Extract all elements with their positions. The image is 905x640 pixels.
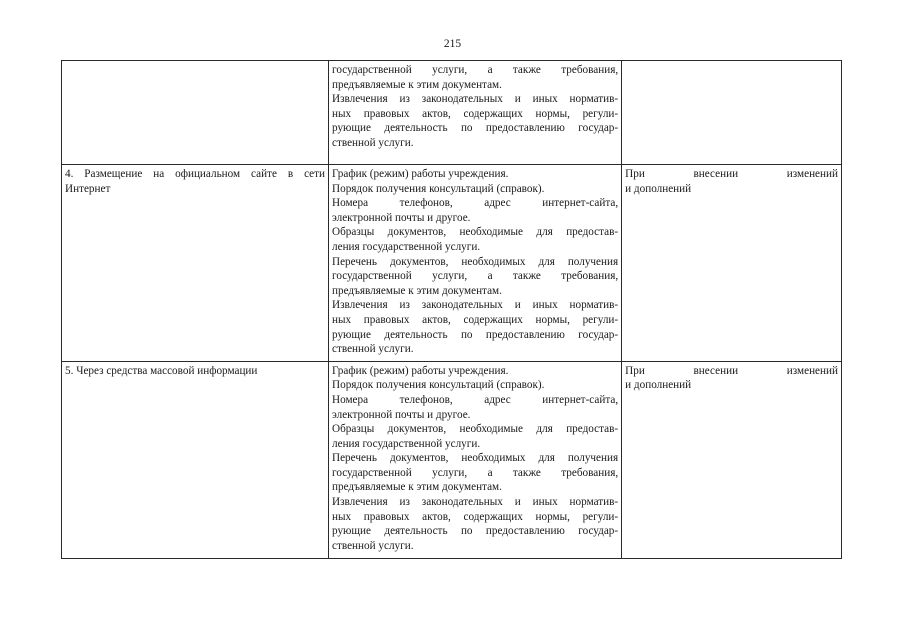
cell-text-line: Порядок получения консультаций (справок). xyxy=(332,182,545,195)
cell-text-line: Образцы документов, необходимые для предостав- xyxy=(332,226,619,239)
cell-content xyxy=(329,165,622,362)
cell-text-line: рующие деятельность по предоставлению государ- xyxy=(332,328,619,341)
cell-text-line: электронной почты и другое. xyxy=(332,211,471,224)
cell-text-line: ных правовых актов, содержащих нормы, регули- xyxy=(332,510,619,523)
table-body xyxy=(62,61,842,559)
table-row-media xyxy=(62,361,842,558)
cell-text-line: Извлечения из законодательных и иных норматив- xyxy=(332,93,619,106)
cell-text-line: Перечень документов, необходимых для получения xyxy=(332,255,619,268)
cell-frequency xyxy=(622,361,842,558)
cell-text-line: государственной услуги, а также требования, xyxy=(332,270,619,283)
cell-text-line: Образцы документов, необходимые для предостав- xyxy=(332,423,619,436)
cell-text-line: и дополнений xyxy=(625,379,692,392)
cell-text-line: ления государственной услуги. xyxy=(332,437,481,450)
cell-text-line: рующие деятельность по предоставлению государ- xyxy=(332,525,619,538)
cell-text-line: Извлечения из законодательных и иных норматив- xyxy=(332,299,619,312)
table-row-website xyxy=(62,165,842,362)
cell-text-line: предъявляемые к этим документам. xyxy=(332,481,502,494)
cell-text-line: График (режим) работы учреждения. xyxy=(332,168,509,180)
cell-text-line: График (режим) работы учреждения. xyxy=(332,364,509,377)
cell-text-line: Извлечения из законодательных и иных норматив- xyxy=(332,496,619,509)
cell-text-line: Номера телефонов, адрес интернет-сайта, xyxy=(332,393,619,406)
cell-text-line: ственной услуги. xyxy=(332,343,414,356)
page-number: 215 xyxy=(443,38,462,50)
cell-text-line: При внесении изменений xyxy=(625,364,838,377)
services-table xyxy=(61,60,842,559)
cell-text-line: ления государственной услуги. xyxy=(332,240,481,253)
cell-method xyxy=(62,361,329,558)
cell-text-line: электронной почты и другое. xyxy=(332,408,471,421)
cell-text-line: ных правовых актов, содержащих нормы, регули- xyxy=(332,107,619,120)
cell-text-line: Перечень документов, необходимых для получения xyxy=(332,452,619,465)
cell-method xyxy=(62,165,329,362)
cell-content xyxy=(329,361,622,558)
cell-text-line: Интернет xyxy=(65,182,111,195)
cell-method xyxy=(62,61,329,165)
cell-content xyxy=(329,61,622,165)
cell-text-line: 5. Через средства массовой информации xyxy=(65,364,258,377)
cell-text-line: и дополнений xyxy=(625,182,692,195)
cell-text-line: предъявляемые к этим документам. xyxy=(332,284,502,297)
cell-frequency xyxy=(622,165,842,362)
cell-text-line: ных правовых актов, содержащих нормы, регули- xyxy=(332,313,619,326)
cell-text-line: Номера телефонов, адрес интернет-сайта, xyxy=(332,197,619,210)
cell-text-line: рующие деятельность по предоставлению государ- xyxy=(332,122,619,135)
cell-text-line: Порядок получения консультаций (справок). xyxy=(332,379,545,392)
cell-text-line: При внесении изменений xyxy=(625,168,838,180)
cell-frequency xyxy=(622,61,842,165)
cell-text-line: ственной услуги. xyxy=(332,539,414,552)
cell-text-line: государственной услуги, а также требования, xyxy=(332,64,619,76)
cell-text-line: предъявляемые к этим документам. xyxy=(332,78,502,91)
cell-text-line: 4. Размещение на официальном сайте в сети xyxy=(65,168,326,180)
cell-text-line: государственной услуги, а также требования, xyxy=(332,466,619,479)
table-row-continuation xyxy=(62,61,842,165)
cell-text-line: ственной услуги. xyxy=(332,136,414,149)
